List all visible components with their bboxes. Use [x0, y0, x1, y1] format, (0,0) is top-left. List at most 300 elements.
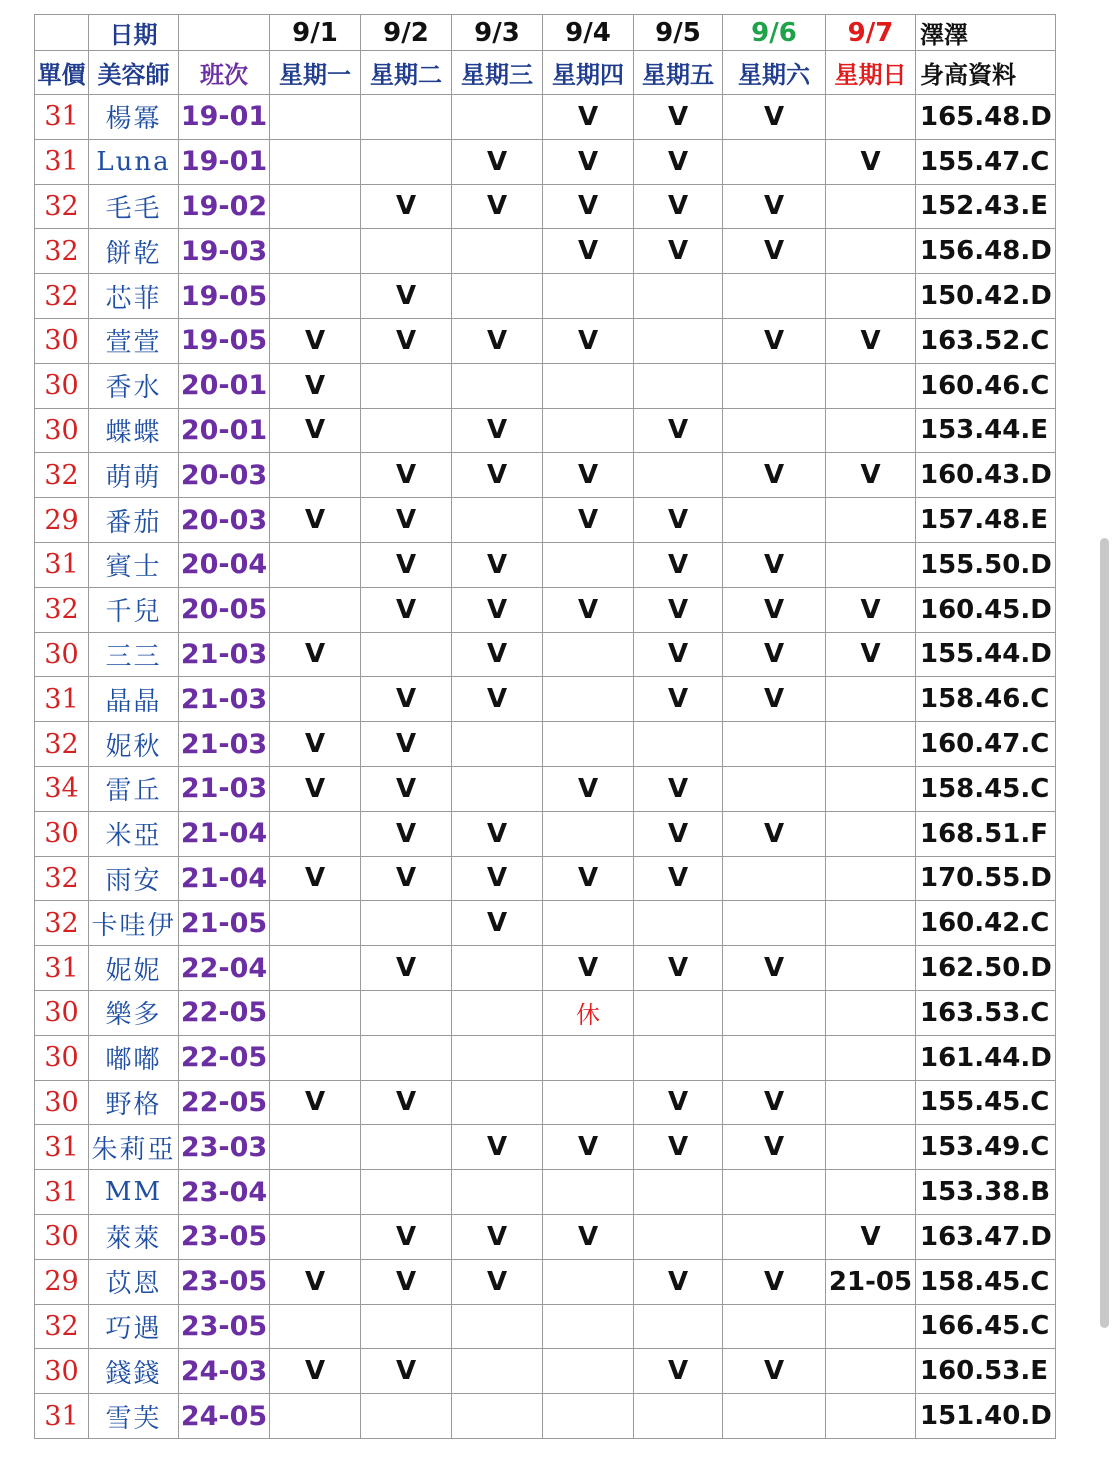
- beautician-name-cell: 雷丘: [89, 766, 179, 811]
- day-mark-cell: [826, 766, 916, 811]
- beautician-name-cell: 嘟嘟: [89, 1035, 179, 1080]
- day-mark-cell: V: [634, 1080, 723, 1125]
- day-mark-cell: [723, 1170, 826, 1215]
- day-mark-cell: [270, 990, 361, 1035]
- day-mark-cell: [634, 1035, 723, 1080]
- height-cell: 163.47.D: [916, 1214, 1056, 1259]
- class-cell: 23-03: [179, 1125, 270, 1170]
- day-mark-cell: [634, 722, 723, 767]
- day-mark-cell: [452, 766, 543, 811]
- day-mark-cell: V: [723, 1349, 826, 1394]
- table-row: [35, 1259, 1056, 1304]
- day-mark-cell: V: [634, 184, 723, 229]
- day-mark-cell: V: [543, 184, 634, 229]
- price-cell: 31: [35, 542, 89, 587]
- table-row: [35, 856, 1056, 901]
- day-mark-cell: V: [634, 95, 723, 140]
- class-cell: 21-04: [179, 856, 270, 901]
- price-cell: 34: [35, 766, 89, 811]
- height-cell: 162.50.D: [916, 946, 1056, 991]
- day-mark-cell: V: [270, 1080, 361, 1125]
- weekday-wed: 星期三: [452, 51, 543, 95]
- class-cell: 21-04: [179, 811, 270, 856]
- beautician-name-cell: Luna: [89, 139, 179, 184]
- day-mark-cell: [361, 632, 452, 677]
- day-mark-cell: [270, 1125, 361, 1170]
- day-mark-cell: V: [270, 498, 361, 543]
- day-mark-cell: [543, 1394, 634, 1439]
- beautician-name-cell: 蝶蝶: [89, 408, 179, 453]
- day-mark-cell: [634, 274, 723, 319]
- day-mark-cell: V: [723, 1080, 826, 1125]
- beautician-name-cell: 香水: [89, 363, 179, 408]
- day-mark-cell: [452, 1349, 543, 1394]
- day-mark-cell: V: [361, 274, 452, 319]
- day-mark-cell: V: [361, 587, 452, 632]
- class-cell: 19-02: [179, 184, 270, 229]
- day-mark-cell: V: [361, 856, 452, 901]
- day-mark-cell: V: [634, 542, 723, 587]
- price-cell: 32: [35, 901, 89, 946]
- price-cell: 32: [35, 722, 89, 767]
- class-cell: 23-04: [179, 1170, 270, 1215]
- date-label: 日期: [89, 15, 179, 51]
- price-cell: 30: [35, 811, 89, 856]
- day-mark-cell: V: [452, 811, 543, 856]
- day-mark-cell: [723, 498, 826, 543]
- day-mark-cell: [543, 1349, 634, 1394]
- day-mark-cell: V: [361, 1259, 452, 1304]
- class-cell: 20-03: [179, 453, 270, 498]
- height-cell: 151.40.D: [916, 1394, 1056, 1439]
- price-cell: 31: [35, 677, 89, 722]
- day-mark-cell: [361, 139, 452, 184]
- day-mark-cell: [826, 1125, 916, 1170]
- day-mark-cell: V: [543, 139, 634, 184]
- price-cell: 32: [35, 184, 89, 229]
- day-mark-cell: [634, 453, 723, 498]
- day-mark-cell: [452, 1304, 543, 1349]
- day-mark-cell: V: [452, 632, 543, 677]
- day-mark-cell: [723, 856, 826, 901]
- price-cell: 30: [35, 1349, 89, 1394]
- class-cell: 22-05: [179, 1035, 270, 1080]
- day-mark-cell: V: [543, 318, 634, 363]
- day-mark-cell: V: [634, 229, 723, 274]
- beautician-name-cell: MM: [89, 1170, 179, 1215]
- class-cell: 21-03: [179, 722, 270, 767]
- beautician-name-cell: 朱莉亞: [89, 1125, 179, 1170]
- height-cell: 166.45.C: [916, 1304, 1056, 1349]
- height-cell: 168.51.F: [916, 811, 1056, 856]
- day-mark-cell: [634, 990, 723, 1035]
- day-mark-cell: 休: [543, 990, 634, 1035]
- day-mark-cell: V: [543, 856, 634, 901]
- price-cell: 29: [35, 498, 89, 543]
- day-mark-cell: V: [452, 184, 543, 229]
- class-cell: 22-04: [179, 946, 270, 991]
- day-mark-cell: [826, 542, 916, 587]
- height-cell: 160.42.C: [916, 901, 1056, 946]
- day-mark-cell: [452, 1394, 543, 1439]
- height-cell: 155.47.C: [916, 139, 1056, 184]
- day-mark-cell: [634, 1394, 723, 1439]
- day-mark-cell: [270, 1304, 361, 1349]
- day-mark-cell: V: [361, 318, 452, 363]
- price-cell: 32: [35, 453, 89, 498]
- day-mark-cell: V: [361, 184, 452, 229]
- class-cell: 24-05: [179, 1394, 270, 1439]
- price-cell: 30: [35, 1035, 89, 1080]
- day-mark-cell: V: [723, 184, 826, 229]
- table-row: [35, 1394, 1056, 1439]
- class-cell: 21-03: [179, 632, 270, 677]
- price-cell: 32: [35, 856, 89, 901]
- price-cell: 32: [35, 1304, 89, 1349]
- height-cell: 150.42.D: [916, 274, 1056, 319]
- day-mark-cell: [723, 990, 826, 1035]
- day-mark-cell: V: [270, 318, 361, 363]
- day-mark-cell: [826, 811, 916, 856]
- beautician-name-cell: 雪芙: [89, 1394, 179, 1439]
- date-9-2: 9/2: [361, 15, 452, 51]
- day-mark-cell: V: [543, 1125, 634, 1170]
- day-mark-cell: [543, 722, 634, 767]
- beautician-name-cell: 賓士: [89, 542, 179, 587]
- schedule-table: [34, 14, 1056, 1439]
- table-row: [35, 990, 1056, 1035]
- day-mark-cell: [452, 95, 543, 140]
- day-mark-cell: V: [452, 318, 543, 363]
- beautician-name-cell: 樂多: [89, 990, 179, 1035]
- height-cell: 153.38.B: [916, 1170, 1056, 1215]
- price-header: 單價: [35, 51, 89, 95]
- day-mark-cell: [452, 1170, 543, 1215]
- day-mark-cell: [543, 1259, 634, 1304]
- day-mark-cell: [723, 363, 826, 408]
- table-row: [35, 542, 1056, 587]
- day-mark-cell: V: [270, 1259, 361, 1304]
- day-mark-cell: [826, 1170, 916, 1215]
- day-mark-cell: [826, 901, 916, 946]
- height-cell: 160.43.D: [916, 453, 1056, 498]
- beautician-name-cell: 妮妮: [89, 946, 179, 991]
- day-mark-cell: V: [361, 677, 452, 722]
- day-mark-cell: [723, 1304, 826, 1349]
- day-mark-cell: V: [723, 453, 826, 498]
- day-mark-cell: [361, 95, 452, 140]
- date-9-6: 9/6: [723, 15, 826, 51]
- day-mark-cell: [826, 498, 916, 543]
- price-cell: 29: [35, 1259, 89, 1304]
- price-cell: 30: [35, 632, 89, 677]
- day-mark-cell: V: [452, 1214, 543, 1259]
- day-mark-cell: V: [723, 1125, 826, 1170]
- beautician-name-cell: 楊冪: [89, 95, 179, 140]
- day-mark-cell: [543, 677, 634, 722]
- class-cell: 19-01: [179, 139, 270, 184]
- table-row: [35, 453, 1056, 498]
- day-mark-cell: [826, 722, 916, 767]
- day-mark-cell: [826, 677, 916, 722]
- date-9-7: 9/7: [826, 15, 916, 51]
- day-mark-cell: [270, 453, 361, 498]
- day-mark-cell: V: [723, 811, 826, 856]
- weekday-sun: 星期日: [826, 51, 916, 95]
- day-mark-cell: [543, 1170, 634, 1215]
- day-mark-cell: V: [361, 1349, 452, 1394]
- price-cell: 32: [35, 274, 89, 319]
- day-mark-cell: [270, 677, 361, 722]
- day-mark-cell: V: [723, 587, 826, 632]
- class-cell: 23-05: [179, 1214, 270, 1259]
- date-header-row: [35, 15, 1056, 51]
- date-9-4: 9/4: [543, 15, 634, 51]
- class-cell: 23-05: [179, 1259, 270, 1304]
- day-mark-cell: [723, 1035, 826, 1080]
- day-mark-cell: [452, 990, 543, 1035]
- beautician-name-cell: 萌萌: [89, 453, 179, 498]
- day-mark-cell: V: [543, 587, 634, 632]
- day-mark-cell: [723, 408, 826, 453]
- beautician-name-cell: 毛毛: [89, 184, 179, 229]
- class-header: 班次: [179, 51, 270, 95]
- day-mark-cell: V: [826, 587, 916, 632]
- day-mark-cell: V: [361, 946, 452, 991]
- day-mark-cell: [270, 1214, 361, 1259]
- day-mark-cell: [270, 184, 361, 229]
- day-mark-cell: [826, 1304, 916, 1349]
- day-mark-cell: V: [361, 722, 452, 767]
- price-cell: 31: [35, 946, 89, 991]
- day-mark-cell: V: [452, 453, 543, 498]
- class-cell: 24-03: [179, 1349, 270, 1394]
- day-mark-cell: [452, 498, 543, 543]
- class-cell: 20-04: [179, 542, 270, 587]
- class-cell: 22-05: [179, 1080, 270, 1125]
- day-mark-cell: V: [361, 1080, 452, 1125]
- beautician-name-cell: 妮秋: [89, 722, 179, 767]
- class-cell: 20-03: [179, 498, 270, 543]
- beautician-name-cell: 雨安: [89, 856, 179, 901]
- beautician-name-cell: 千兒: [89, 587, 179, 632]
- price-cell: 30: [35, 1080, 89, 1125]
- day-mark-cell: V: [634, 587, 723, 632]
- day-mark-cell: V: [452, 1125, 543, 1170]
- day-mark-cell: [452, 722, 543, 767]
- table-row: [35, 632, 1056, 677]
- day-mark-cell: [543, 274, 634, 319]
- day-mark-cell: V: [452, 1259, 543, 1304]
- day-mark-cell: [270, 1394, 361, 1439]
- day-mark-cell: V: [723, 632, 826, 677]
- day-mark-cell: V: [361, 453, 452, 498]
- day-mark-cell: V: [634, 856, 723, 901]
- height-cell: 153.44.E: [916, 408, 1056, 453]
- table-row: [35, 946, 1056, 991]
- beautician-name-cell: 晶晶: [89, 677, 179, 722]
- day-mark-cell: [270, 274, 361, 319]
- day-mark-cell: V: [452, 587, 543, 632]
- height-cell: 161.44.D: [916, 1035, 1056, 1080]
- day-mark-cell: [452, 1080, 543, 1125]
- day-mark-cell: [826, 946, 916, 991]
- beautician-name-cell: 三三: [89, 632, 179, 677]
- table-row: [35, 363, 1056, 408]
- day-mark-cell: V: [361, 811, 452, 856]
- day-mark-cell: [361, 1170, 452, 1215]
- day-mark-cell: V: [634, 677, 723, 722]
- day-mark-cell: V: [361, 542, 452, 587]
- day-mark-cell: V: [826, 1214, 916, 1259]
- date-9-3: 9/3: [452, 15, 543, 51]
- day-mark-cell: [270, 946, 361, 991]
- day-mark-cell: [543, 1080, 634, 1125]
- table-row: [35, 1125, 1056, 1170]
- day-mark-cell: V: [723, 318, 826, 363]
- date-9-5: 9/5: [634, 15, 723, 51]
- price-cell: 30: [35, 318, 89, 363]
- day-mark-cell: V: [543, 766, 634, 811]
- day-mark-cell: V: [634, 811, 723, 856]
- day-mark-cell: [826, 229, 916, 274]
- day-mark-cell: [826, 184, 916, 229]
- height-cell: 160.45.D: [916, 587, 1056, 632]
- day-mark-cell: V: [543, 453, 634, 498]
- day-mark-cell: V: [543, 946, 634, 991]
- day-mark-cell: V: [543, 95, 634, 140]
- day-mark-cell: [543, 408, 634, 453]
- day-mark-cell: 21-05: [826, 1259, 916, 1304]
- class-cell: 20-01: [179, 363, 270, 408]
- day-mark-cell: V: [452, 408, 543, 453]
- day-mark-cell: [361, 408, 452, 453]
- day-mark-cell: V: [270, 408, 361, 453]
- day-mark-cell: [361, 1394, 452, 1439]
- beautician-name-cell: 萊萊: [89, 1214, 179, 1259]
- price-cell: 30: [35, 990, 89, 1035]
- weekday-mon: 星期一: [270, 51, 361, 95]
- day-mark-cell: V: [270, 632, 361, 677]
- day-mark-cell: [543, 632, 634, 677]
- price-cell: 30: [35, 1214, 89, 1259]
- day-mark-cell: V: [270, 856, 361, 901]
- day-mark-cell: V: [826, 632, 916, 677]
- day-mark-cell: [543, 1035, 634, 1080]
- header-blank: [35, 15, 89, 51]
- day-mark-cell: [826, 274, 916, 319]
- day-mark-cell: [634, 1304, 723, 1349]
- day-mark-cell: [826, 1080, 916, 1125]
- weekday-sat: 星期六: [723, 51, 826, 95]
- day-mark-cell: V: [634, 408, 723, 453]
- height-cell: 163.53.C: [916, 990, 1056, 1035]
- vertical-scrollbar[interactable]: [1100, 538, 1109, 1328]
- day-mark-cell: [826, 363, 916, 408]
- table-row: [35, 139, 1056, 184]
- day-mark-cell: V: [452, 542, 543, 587]
- table-row: [35, 1080, 1056, 1125]
- header-blank: [179, 15, 270, 51]
- day-mark-cell: [270, 229, 361, 274]
- class-cell: 21-05: [179, 901, 270, 946]
- day-mark-cell: V: [826, 318, 916, 363]
- day-mark-cell: [361, 363, 452, 408]
- beautician-name-cell: 卡哇伊: [89, 901, 179, 946]
- day-mark-cell: V: [723, 677, 826, 722]
- beautician-name-cell: 番茄: [89, 498, 179, 543]
- day-mark-cell: [634, 901, 723, 946]
- weekday-thu: 星期四: [543, 51, 634, 95]
- price-cell: 31: [35, 139, 89, 184]
- day-mark-cell: [543, 901, 634, 946]
- price-cell: 32: [35, 229, 89, 274]
- date-9-1: 9/1: [270, 15, 361, 51]
- weekday-fri: 星期五: [634, 51, 723, 95]
- day-mark-cell: [826, 1349, 916, 1394]
- day-mark-cell: V: [361, 498, 452, 543]
- table-row: [35, 811, 1056, 856]
- day-mark-cell: V: [361, 1214, 452, 1259]
- day-mark-cell: [723, 139, 826, 184]
- class-cell: 19-05: [179, 274, 270, 319]
- day-mark-cell: [452, 363, 543, 408]
- day-mark-cell: [826, 408, 916, 453]
- day-mark-cell: [634, 363, 723, 408]
- day-mark-cell: [452, 946, 543, 991]
- day-mark-cell: V: [452, 139, 543, 184]
- day-mark-cell: V: [723, 946, 826, 991]
- day-mark-cell: [826, 1394, 916, 1439]
- day-mark-cell: V: [361, 766, 452, 811]
- height-cell: 153.49.C: [916, 1125, 1056, 1170]
- table-row: [35, 1214, 1056, 1259]
- day-mark-cell: [543, 542, 634, 587]
- weekday-tue: 星期二: [361, 51, 452, 95]
- height-cell: 160.53.E: [916, 1349, 1056, 1394]
- corner-label: 澤澤: [916, 15, 1056, 51]
- day-mark-cell: [826, 1035, 916, 1080]
- beautician-name-cell: 錢錢: [89, 1349, 179, 1394]
- height-cell: 170.55.D: [916, 856, 1056, 901]
- price-cell: 31: [35, 95, 89, 140]
- day-mark-cell: [723, 766, 826, 811]
- price-cell: 31: [35, 1394, 89, 1439]
- day-mark-cell: [270, 542, 361, 587]
- day-mark-cell: [270, 901, 361, 946]
- day-mark-cell: [634, 1170, 723, 1215]
- beautician-name-cell: 野格: [89, 1080, 179, 1125]
- table-row: [35, 901, 1056, 946]
- class-cell: 19-03: [179, 229, 270, 274]
- height-cell: 163.52.C: [916, 318, 1056, 363]
- table-row: [35, 766, 1056, 811]
- price-cell: 31: [35, 1125, 89, 1170]
- day-mark-cell: [361, 1304, 452, 1349]
- height-cell: 165.48.D: [916, 95, 1056, 140]
- price-cell: 31: [35, 1170, 89, 1215]
- class-cell: 23-05: [179, 1304, 270, 1349]
- height-cell: 158.46.C: [916, 677, 1056, 722]
- day-mark-cell: [634, 318, 723, 363]
- price-cell: 30: [35, 363, 89, 408]
- class-cell: 20-01: [179, 408, 270, 453]
- height-cell: 155.50.D: [916, 542, 1056, 587]
- day-mark-cell: V: [634, 1259, 723, 1304]
- day-mark-cell: V: [270, 1349, 361, 1394]
- name-header: 美容師: [89, 51, 179, 95]
- day-mark-cell: V: [452, 677, 543, 722]
